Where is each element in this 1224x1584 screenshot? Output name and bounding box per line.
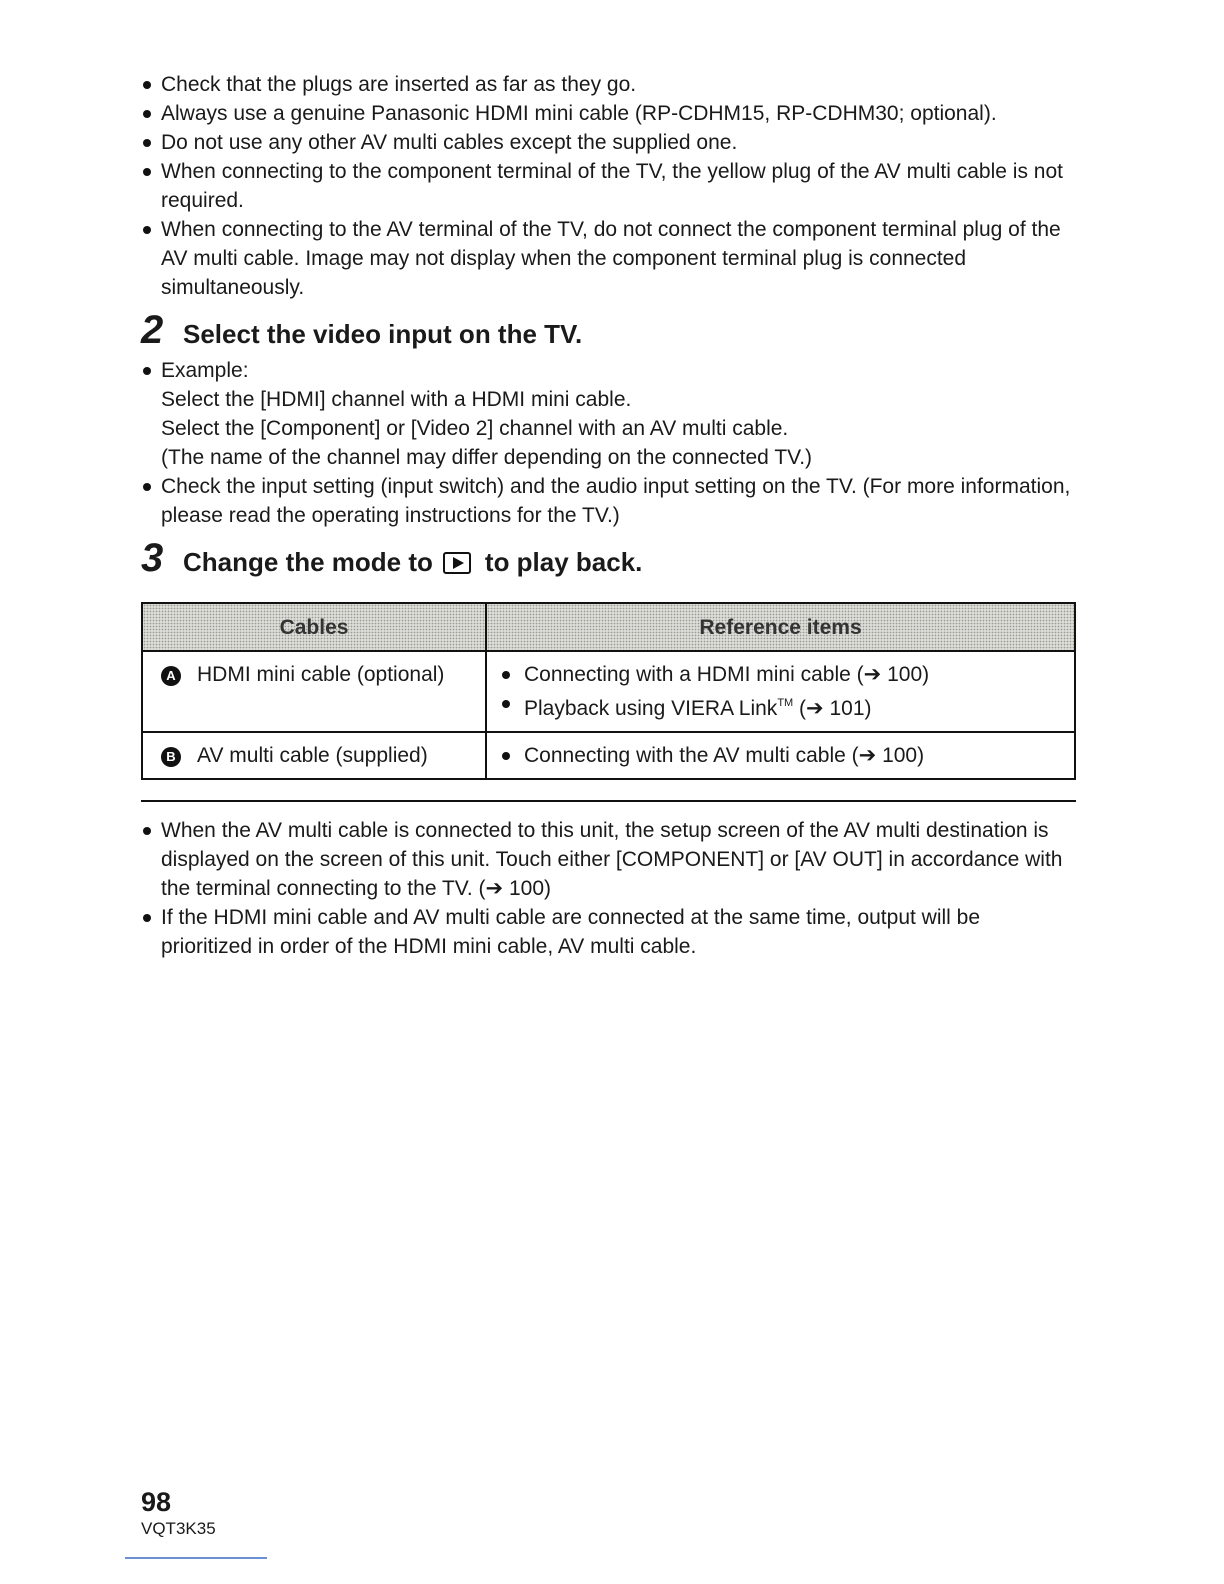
list-item: Always use a genuine Panasonic HDMI mini cable (RP-CDHM15, RP-CDHM30; optional). xyxy=(141,99,1076,128)
step-title-end: to play back. xyxy=(484,547,643,577)
list-item: Check that the plugs are inserted as far as they go. xyxy=(141,70,1076,99)
page-content xyxy=(141,70,1076,961)
step-number: 3 xyxy=(141,536,164,580)
step-2-note xyxy=(141,472,1076,530)
section-divider xyxy=(141,800,1076,802)
list-item: When connecting to the component terminal of the TV, the yellow plug of the AV multi cable is not required. xyxy=(141,157,1076,215)
list-item: Check the input setting (input switch) and the audio input setting on the TV. (For more information, please read the operating instructions for the TV.) xyxy=(141,472,1076,530)
reference-page[interactable]: 101) xyxy=(829,697,872,720)
example-line: (The name of the channel may differ depending on the connected TV.) xyxy=(161,446,813,469)
page-number: 98 xyxy=(141,1487,172,1517)
step-2-heading xyxy=(141,308,1076,356)
arrow-icon: ➔ xyxy=(858,744,877,767)
table-row xyxy=(142,651,1075,732)
top-notes xyxy=(141,70,1076,302)
marker-a-icon: A xyxy=(161,666,181,686)
list-item: If the HDMI mini cable and AV multi cable are connected at the same time, output will be prioritized in order of the HDMI mini cable, AV multi cable. xyxy=(141,903,1076,961)
reference-page[interactable]: 100) xyxy=(887,663,930,686)
reference-table xyxy=(141,602,1076,780)
reference-text: Connecting with a HDMI mini cable ( xyxy=(524,663,864,686)
step-title xyxy=(183,540,642,584)
table-header-cables: Cables xyxy=(142,603,486,651)
step-title: Select the video input on the TV. xyxy=(183,319,583,349)
table-header-reference: Reference items xyxy=(486,603,1075,651)
arrow-icon: ➔ xyxy=(806,697,824,720)
reference-page[interactable]: 100) xyxy=(882,744,925,767)
arrow-icon: ➔ xyxy=(863,663,882,686)
step-title-start: Change the mode to xyxy=(183,547,433,577)
reference-item xyxy=(497,741,1064,770)
reference-text: Connecting with the AV multi cable ( xyxy=(524,744,859,767)
reference-text: Playback using VIERA Link xyxy=(524,697,778,720)
cable-cell xyxy=(142,732,486,779)
list-item: When connecting to the AV terminal of the TV, do not connect the component terminal plug of the AV multi cable. Image may not display when the component terminal plug is connected simultaneously. xyxy=(141,215,1076,302)
step-3-heading xyxy=(141,536,1076,584)
model-code: VQT3K35 xyxy=(141,1519,216,1538)
marker-b-icon: B xyxy=(161,747,181,767)
example-line: Select the [HDMI] channel with a HDMI mini cable. xyxy=(161,388,632,411)
list-item: Do not use any other AV multi cables except the supplied one. xyxy=(141,128,1076,157)
list-item: Example: xyxy=(141,356,1076,385)
reference-cell xyxy=(486,732,1075,779)
reference-item: Playback using VIERA Link™ (➔ 101) xyxy=(497,689,1064,723)
bottom-notes xyxy=(141,816,1076,961)
list-item: When the AV multi cable is connected to this unit, the setup screen of the AV multi destination is displayed on the screen of this unit. Touch either [COMPONENT] or [AV OUT] in accordance with the terminal connecting to the TV. (➔ 100) xyxy=(141,816,1076,903)
cable-name: AV multi cable (supplied) xyxy=(197,744,428,767)
step-number: 2 xyxy=(141,308,164,352)
cable-name: HDMI mini cable (optional) xyxy=(197,663,445,686)
example-line: Select the [Component] or [Video 2] channel with an AV multi cable. xyxy=(161,417,789,440)
reference-item xyxy=(497,660,1064,689)
cable-cell xyxy=(142,651,486,732)
step-2-notes xyxy=(141,356,1076,385)
table-header-row xyxy=(142,603,1075,651)
trademark: TM xyxy=(777,697,794,709)
table-row xyxy=(142,732,1075,779)
footer-divider xyxy=(125,1557,267,1559)
reference-cell xyxy=(486,651,1075,732)
playback-mode-icon xyxy=(443,552,471,574)
